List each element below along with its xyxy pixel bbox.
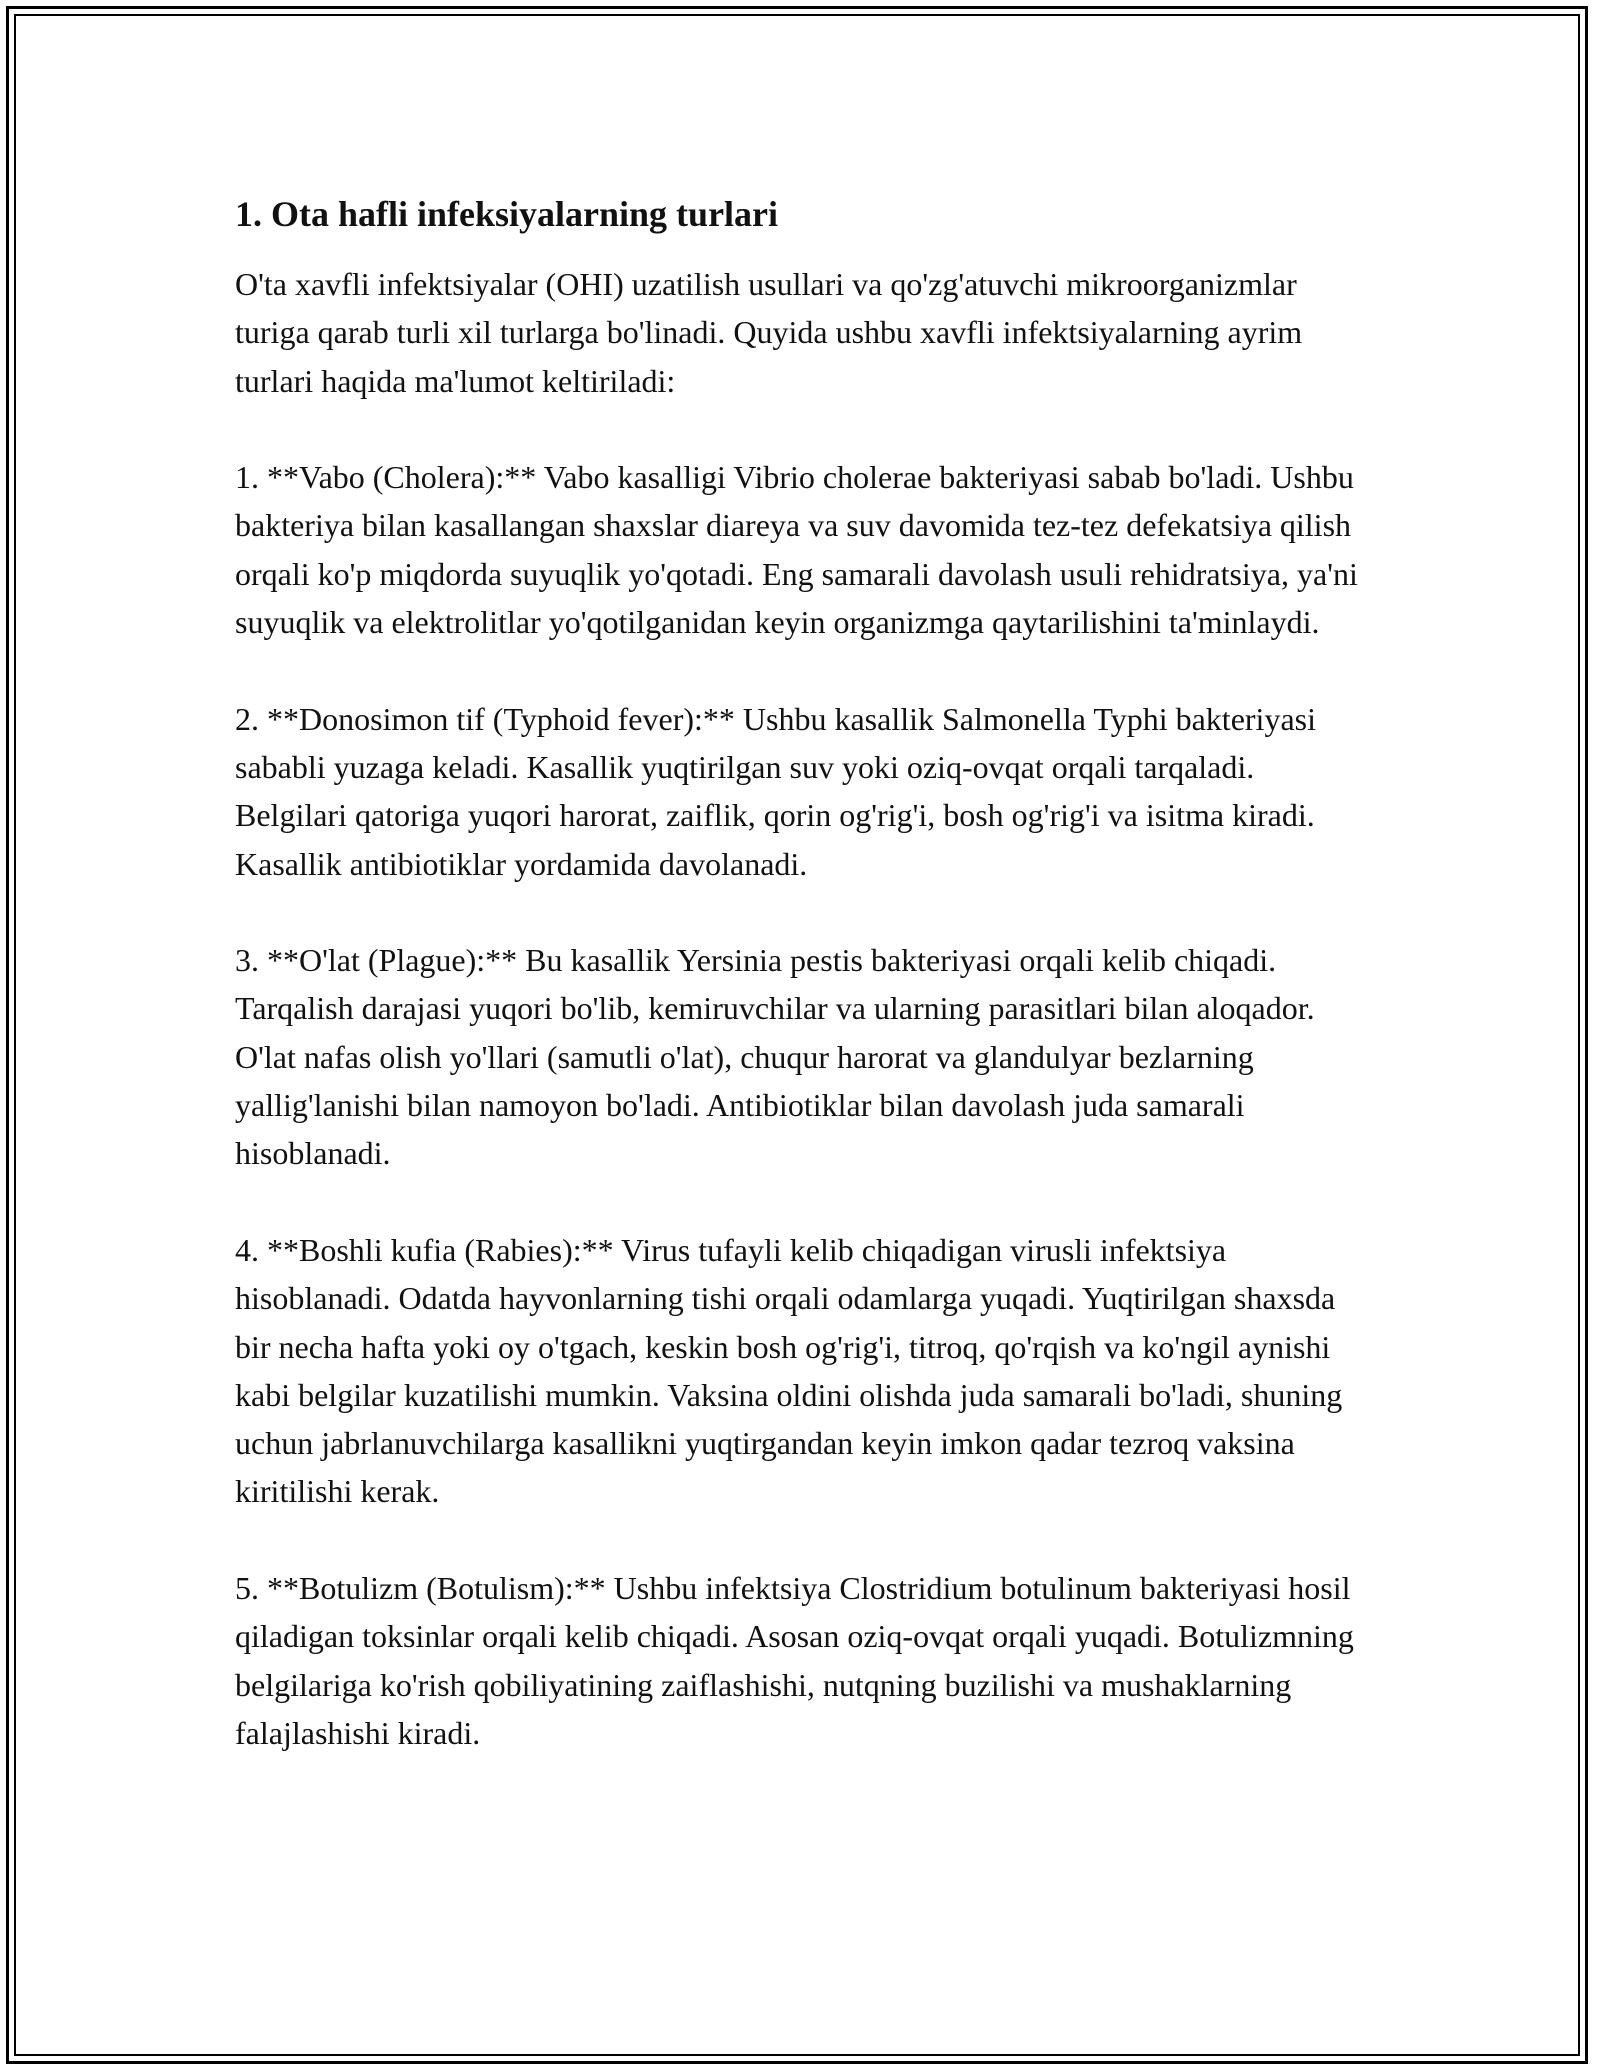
section-heading: 1. Ota hafli infeksiyalarning turlari <box>235 194 779 234</box>
list-item-rabies: 4. **Boshli kufia (Rabies):** Virus tufayli kelib chiqadigan virusli infektsiya hisoblanadi. Odatda hayvonlarning tishi orqali odamlarga yuqadi. Yuqtirilgan shaxsda bir necha hafta yoki oy o'tgach, keskin bosh og'rig'i, titroq, qo'rqish va ko'ngil aynishi kabi belgilar kuzatilishi mumkin. Vaksina oldini olishda juda samarali bo'ladi, shuning uchun jabrlanuvchilarga kasallikni yuqtirgandan keyin imkon qadar tezroq vaksina kiritilishi kerak. <box>235 1231 1343 1510</box>
list-item-cholera: 1. **Vabo (Cholera):** Vabo kasalligi Vibrio cholerae bakteriyasi sabab bo'ladi. Ushbu bakteriya bilan kasallangan shaxslar diareya va suv davomida tez-tez defekatsiya qilish orqali ko'p miqdorda suyuqlik yo'qotadi. Eng samarali davolash usuli rehidratsiya, ya'ni suyuqlik va elektrolitlar yo'qotilganidan keyin organizmga qaytarilishini ta'minlaydi. <box>235 459 1358 641</box>
intro-paragraph: O'ta xavfli infektsiyalar (OHI) uzatilish usullari va qo'zg'atuvchi mikroorganizmlar turiga qarab turli xil turlarga bo'linadi. Quyida ushbu xavfli infektsiyalarning ayrim turlari haqida ma'lumot keltiriladi: <box>235 266 1303 399</box>
list-item-typhoid: 2. **Donosimon tif (Typhoid fever):** Ushbu kasallik Salmonella Typhi bakteriyasi sababli yuzaga keladi. Kasallik yuqtirilgan suv yoki oziq-ovqat orqali tarqaladi. Belgilari qatoriga yuqori harorat, zaiflik, qorin og'rig'i, bosh og'rig'i va isitma kiradi. Kasallik antibiotiklar yordamida davolanadi. <box>235 700 1316 882</box>
list-item-plague: 3. **O'lat (Plague):** Bu kasallik Yersinia pestis bakteriyasi orqali kelib chiqadi. Tarqalish darajasi yuqori bo'lib, kemiruvchilar va ularning parasitlari bilan aloqador. O'lat nafas olish yo'llari (samutli o'lat), chuqur harorat va glandulyar bezlarning yallig'lanishi bilan namoyon bo'ladi. Antibiotiklar bilan davolash juda samarali hisoblanadi. <box>235 942 1315 1172</box>
list-item-botulism: 5. **Botulizm (Botulism):** Ushbu infektsiya Clostridium botulinum bakteriyasi hosil qiladigan toksinlar orqali kelib chiqadi. Asosan oziq-ovqat orqali yuqadi. Botulizmning belgilariga ko'rish qobiliyatining zaiflashishi, nutqning buzilishi va mushaklarning falajlashishi kiradi. <box>235 1570 1354 1751</box>
document-body <box>235 190 1370 1806</box>
